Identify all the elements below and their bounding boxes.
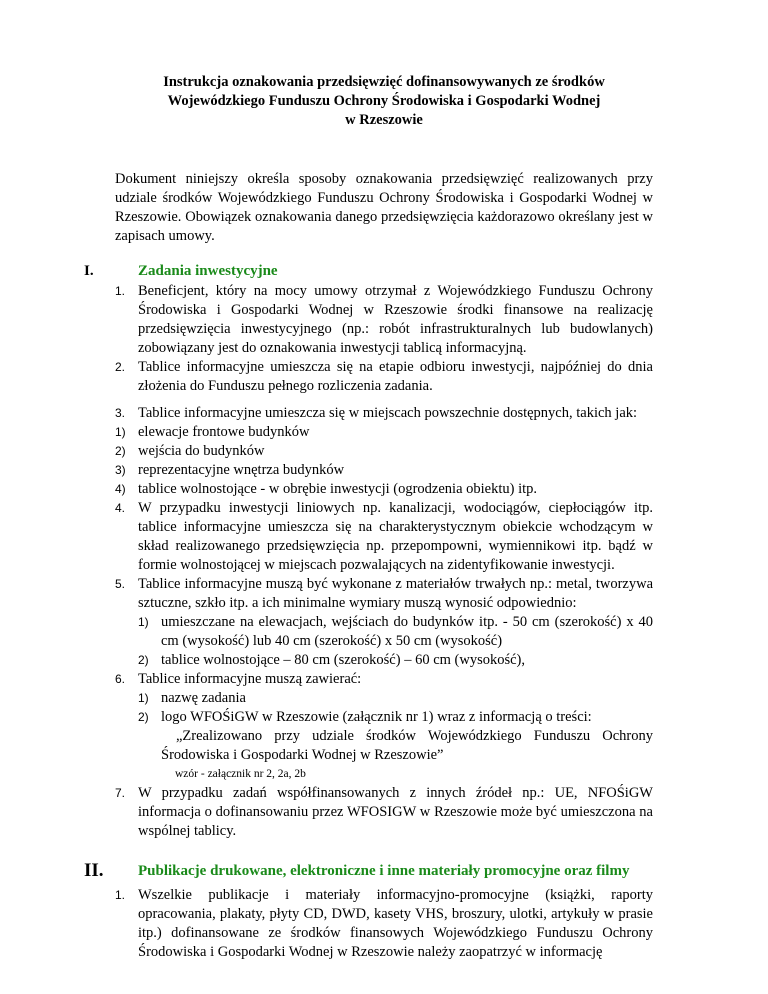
s1-p1-text: Beneficjent, który na mocy umowy otrzymał z Wojewódzkiego Funduszu Ochrony Środowiska i Gospodarki Wodnej w Rzeszowie środki finansowe na realizację przedsięwzięcia inwestycyjnego (np.: robót infrastrukturalnych lub budowlanych) zobowiązany jest do oznakowania inwestycji tablicą informacyjną. [138,283,653,356]
s1-p6-item-2-text: logo WFOŚiGW w Rzeszowie (załącznik nr 1) wraz z informacją o treści: [161,709,592,725]
s1-p5-item-2-number: 2) [138,653,149,667]
s1-p3-item-1-number: 1) [115,425,126,439]
s2-p1-number: 1. [115,888,126,902]
s1-p3-item-2-number: 2) [115,444,126,458]
s1-p3-item-1-text: elewacje frontowe budynków [138,424,310,440]
s1-p2-number: 2. [115,360,126,374]
s1-p1-number: 1. [115,284,126,298]
s1-p5-text: Tablice informacyjne muszą być wykonane z materiałów trwałych np.: metal, tworzywa sztuczne, szkło itp. a ich minimalne wymiary muszą wynosić odpowiednio: [138,576,653,611]
s1-p5-number: 5. [115,577,126,591]
section-2-heading: Publikacje drukowane, elektroniczne i inne materiały promocyjne oraz filmy [138,863,630,879]
s1-p3-item-3-number: 3) [115,463,126,477]
s1-p7-number: 7. [115,786,126,800]
section-1-number: I. [84,263,94,279]
document-title [100,73,668,130]
title-line-3: w Rzeszowie [345,112,423,128]
title-line-2: Wojewódzkiego Funduszu Ochrony Środowiska i Gospodarki Wodnej [167,93,601,109]
s2-p1-text: Wszelkie publikacje i materiały informacyjno-promocyjne (książki, raporty opracowania, plakaty, płyty CD, DWD, kasety VHS, broszury, ulotki, artykuły w prasie itp.) dofinansowane ze środków finansowych Wojewódzkiego Funduszu Ochrony Środowiska i Gospodarki Wodnej w Rzeszowie należy zaopatrzyć w informację [138,887,653,960]
s1-p5-item-1-number: 1) [138,615,149,629]
s1-p6-number: 6. [115,672,126,686]
s1-p6-quote: „Zrealizowano przy udziale środków Wojewódzkiego Funduszu Ochrony Środowiska i Gospodarki Wodnej w Rzeszowie” [161,728,653,763]
s1-p3-number: 3. [115,406,126,420]
intro-paragraph: Dokument niniejszy określa sposoby oznakowania przedsięwzięć realizowanych przy udziale środków Wojewódzkiego Funduszu Ochrony Środowiska i Gospodarki Wodnej w Rzeszowie. Obowiązek oznakowania danego przedsięwzięcia każdorazowo określany jest w zapisach umowy. [115,171,653,244]
s1-p6-item-2-number: 2) [138,710,149,724]
s1-p6-note: wzór - załącznik nr 2, 2a, 2b [175,768,306,780]
title-line-1: Instrukcja oznakowania przedsięwzięć dofinansowywanych ze środków [163,74,605,90]
s1-p4-text: W przypadku inwestycji liniowych np. kanalizacji, wodociągów, ciepłociągów itp. tablice informacyjne umieszcza się na charakterystycznym obiekcie wchodzącym w skład realizowanego przedsięwzięcia np. przepompowni, wymiennikowi itp. bądź w formie wolnostojącej w miejscach pozwalających na zidentyfikowanie inwestycji. [138,500,653,573]
s1-p6-item-1-text: nazwę zadania [161,690,246,706]
s1-p3-text: Tablice informacyjne umieszcza się w miejscach powszechnie dostępnych, takich jak: [138,405,638,421]
s1-p7-text: W przypadku zadań współfinansowanych z innych źródeł np.: UE, NFOŚiGW informacja o dofinansowaniu przez WFOSIGW w Rzeszowie może być umieszczona na wspólnej tablicy. [138,785,653,839]
s1-p5-item-2-text: tablice wolnostojące – 80 cm (szerokość) – 60 cm (wysokość), [161,652,526,668]
s1-p6-text: Tablice informacyjne muszą zawierać: [138,671,362,687]
s1-p3-item-4-number: 4) [115,482,126,496]
s1-p2-text: Tablice informacyjne umieszcza się na etapie odbioru inwestycji, najpóźniej do dnia złożenia do Funduszu pełnego rozliczenia zadania. [138,359,653,394]
section-2-number: II. [84,860,104,881]
s1-p5-item-1-text: umieszczane na elewacjach, wejściach do budynków itp. - 50 cm (szerokość) x 40 cm (wysokość) lub 40 cm (szerokość) x 50 cm (wysokość) [161,614,653,649]
s1-p3-item-3-text: reprezentacyjne wnętrza budynków [138,462,345,478]
s1-p4-number: 4. [115,501,126,515]
section-1-heading: Zadania inwestycyjne [138,263,278,279]
s1-p3-item-4-text: tablice wolnostojące - w obrębie inwestycji (ogrodzenia obiektu) itp. [138,481,538,497]
s1-p3-item-2-text: wejścia do budynków [138,443,265,459]
s1-p6-item-1-number: 1) [138,691,149,705]
